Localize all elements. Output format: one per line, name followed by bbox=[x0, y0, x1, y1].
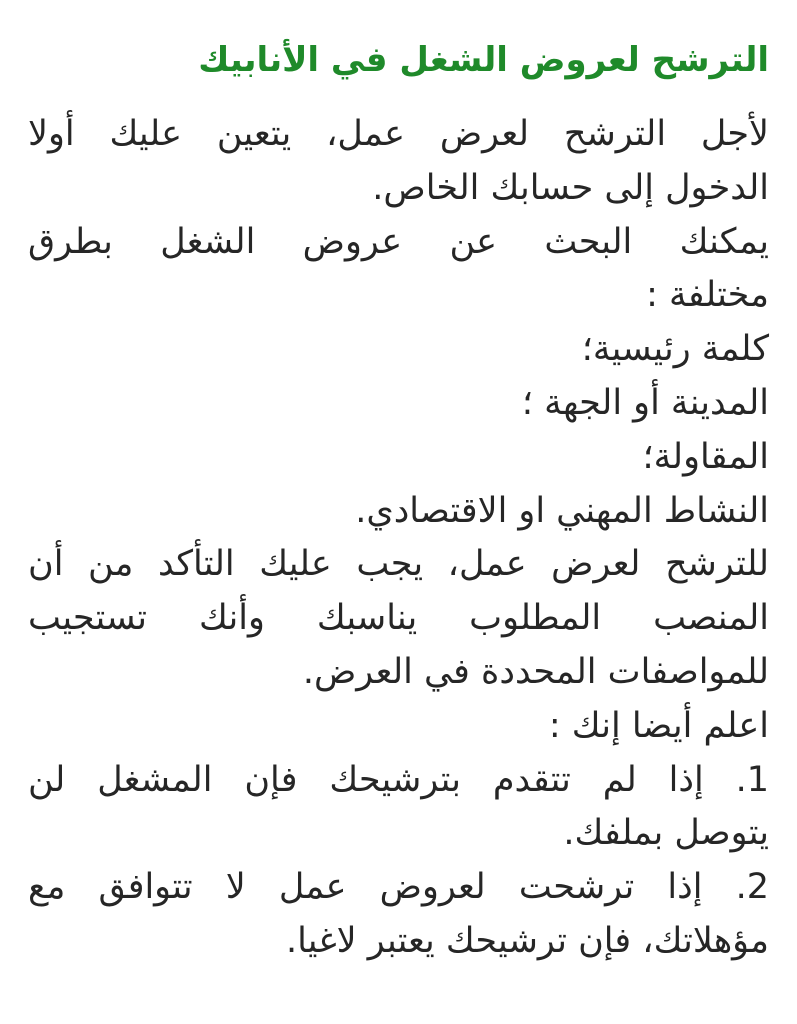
document-page bbox=[28, 30, 769, 1014]
numbered-item: مؤهلاتك، فإن ترشيحك يعتبر لاغيا. bbox=[285, 920, 769, 961]
list-item: كلمة رئيسية؛ bbox=[581, 329, 769, 370]
text-line: للترشح لعرض عمل، يجب عليك التأكد من أن bbox=[28, 544, 769, 585]
text-line: الدخول إلى حسابك الخاص. bbox=[372, 167, 769, 208]
text-line: اعلم أيضا إنك : bbox=[548, 705, 769, 746]
numbered-item: 2. إذا ترشحت لعروض عمل لا تتوافق مع bbox=[28, 867, 769, 908]
text-line: يمكنك البحث عن عروض الشغل بطرق bbox=[28, 221, 769, 262]
list-item: المقاولة؛ bbox=[642, 436, 769, 477]
list-item: المدينة أو الجهة ؛ bbox=[521, 382, 769, 423]
page-title: الترشح لعروض الشغل في الأنابيك bbox=[198, 40, 769, 80]
text-line: المنصب المطلوب يناسبك وأنك تستجيب bbox=[28, 598, 769, 639]
numbered-item: يتوصل بملفك. bbox=[563, 813, 769, 854]
text-line: لأجل الترشح لعرض عمل، يتعين عليك أولا bbox=[28, 114, 769, 154]
text-line: مختلفة : bbox=[646, 275, 769, 316]
numbered-item: 1. إذا لم تتقدم بترشيحك فإن المشغل لن bbox=[28, 759, 769, 800]
text-line: للمواصفات المحددة في العرض. bbox=[302, 651, 769, 692]
list-item: النشاط المهني او الاقتصادي. bbox=[355, 490, 769, 531]
